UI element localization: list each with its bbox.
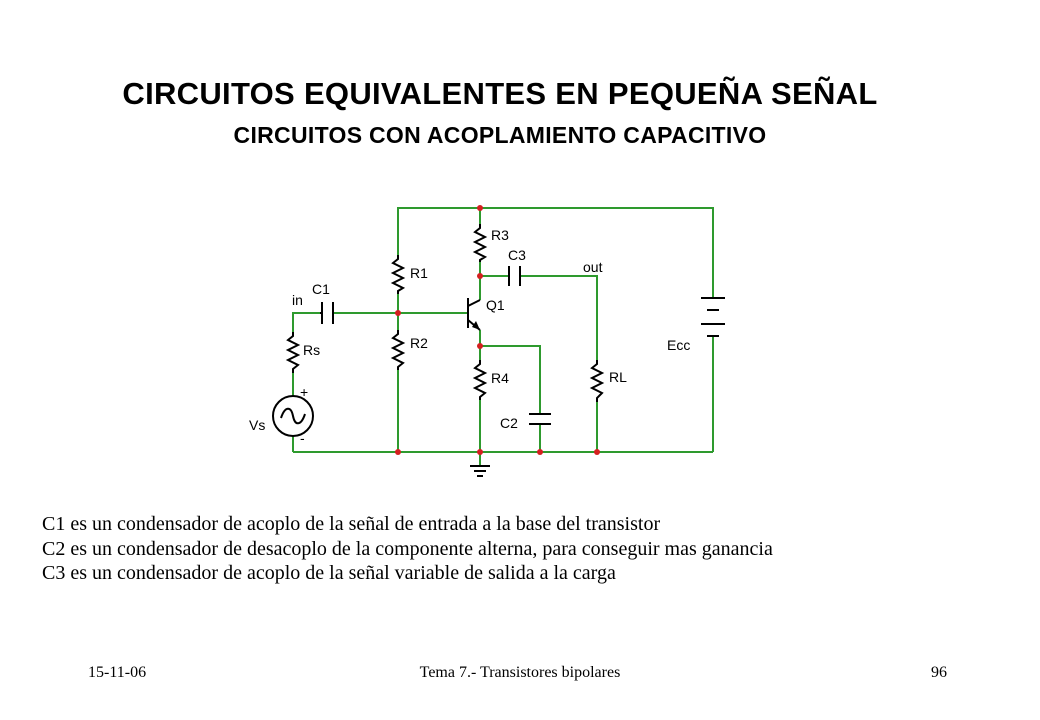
label-r2: R2 xyxy=(410,335,428,351)
slide-title: CIRCUITOS EQUIVALENTES EN PEQUEÑA SEÑAL xyxy=(122,76,878,111)
slide-subtitle: CIRCUITOS CON ACOPLAMIENTO CAPACITIVO xyxy=(233,122,767,148)
resistor-rs xyxy=(288,332,298,373)
label-r4: R4 xyxy=(491,370,509,386)
circuit-components xyxy=(273,224,725,476)
footer-date: 15-11-06 xyxy=(88,664,147,681)
label-rl: RL xyxy=(609,369,627,385)
label-ecc: Ecc xyxy=(667,337,691,353)
label-r1: R1 xyxy=(410,265,428,281)
label-c1: C1 xyxy=(312,281,330,297)
resistor-r2 xyxy=(393,330,403,370)
label-in: in xyxy=(292,292,303,308)
label-out: out xyxy=(583,259,603,275)
resistor-r1 xyxy=(393,255,403,294)
label-plus: + xyxy=(300,384,309,400)
label-q1: Q1 xyxy=(486,297,505,313)
label-c2: C2 xyxy=(500,415,518,431)
footer-course: Tema 7.- Transistores bipolares xyxy=(419,664,621,681)
resistor-r3 xyxy=(475,224,485,262)
footer-page-number: 96 xyxy=(931,664,947,681)
note-c1: C1 es un condensador de acoplo de la señal de entrada a la base del transistor xyxy=(42,513,661,535)
label-rs: Rs xyxy=(303,342,321,358)
label-minus: - xyxy=(300,430,305,446)
resistor-rl xyxy=(592,360,602,402)
label-vs: Vs xyxy=(249,417,266,433)
explanation-notes xyxy=(42,512,1007,586)
resistor-r4 xyxy=(475,360,485,400)
note-c2: C2 es un condensador de desacoplo de la componente alterna, para conseguir mas ganancia xyxy=(42,537,773,560)
note-c3: C3 es un condensador de acoplo de la señal variable de salida a la carga xyxy=(42,562,616,584)
label-r3: R3 xyxy=(491,227,509,243)
label-c3: C3 xyxy=(508,247,526,263)
circuit-diagram xyxy=(240,190,760,490)
emitter-arrow xyxy=(472,321,480,330)
